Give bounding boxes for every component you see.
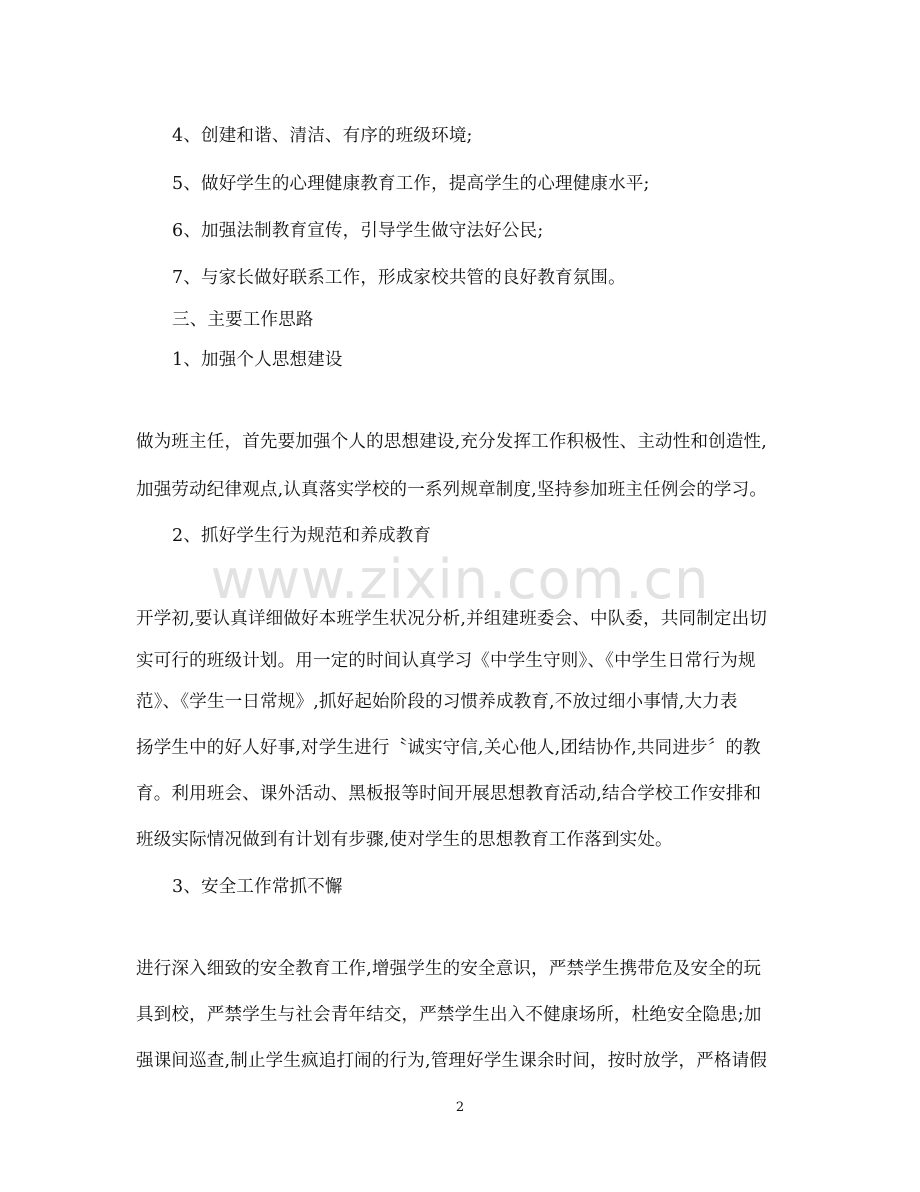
- list-item-6: 6、加强法制教育宣传，引导学生做守法好公民;: [172, 221, 544, 241]
- list-item-7: 7、与家长做好联系工作，形成家校共管的良好教育氛围。: [172, 268, 626, 288]
- subsection-2-line-4: 扬学生中的好人好事,对学生进行〝诚实守信,关心他人,团结协作,共同进步〞的教: [136, 738, 761, 758]
- watermark: www.zixin.com.cn: [210, 548, 710, 611]
- subsection-3-line-3: 强课间巡查,制止学生疯追打闹的行为,管理好学生课余时间，按时放学，严格请假: [136, 1051, 768, 1071]
- list-item-5: 5、做好学生的心理健康教育工作，提高学生的心理健康水平;: [172, 174, 650, 194]
- subsection-2-line-6: 班级实际情况做到有计划有步骤,使对学生的思想教育工作落到实处。: [136, 830, 673, 850]
- subsection-1-line-1: 做为班主任，首先要加强个人的思想建设,充分发挥工作积极性、主动性和创造性,: [136, 432, 768, 452]
- section-heading: 三、主要工作思路: [172, 310, 314, 330]
- list-item-4: 4、创建和谐、清洁、有序的班级环境;: [172, 126, 473, 146]
- subsection-1-line-2: 加强劳动纪律观点,认真落实学校的一系列规章制度,坚持参加班主任例会的学习。: [136, 480, 768, 500]
- subsection-3-line-2: 具到校，严禁学生与社会青年结交，严禁学生出入不健康场所，杜绝安全隐患;加: [136, 1005, 762, 1025]
- page-number: 2: [455, 1100, 465, 1115]
- subsection-2-line-3: 范》、《学生一日常规》,抓好起始阶段的习惯养成教育,不放过细小事情,大力表: [136, 692, 738, 712]
- subsection-2-heading: 2、抓好学生行为规范和养成教育: [172, 526, 432, 546]
- subsection-2-line-2: 实可行的班级计划。用一定的时间认真学习《中学生守则》、《中学生日常行为规: [136, 651, 756, 671]
- subsection-3-line-1: 进行深入细致的安全教育工作,增强学生的安全意识，严禁学生携带危及安全的玩: [136, 959, 762, 979]
- subsection-3-heading: 3、安全工作常抓不懈: [172, 877, 343, 897]
- subsection-2-line-1: 开学初,要认真详细做好本班学生状况分析,并组建班委会、中队委，共同制定出切: [136, 609, 768, 629]
- subsection-2-line-5: 育。利用班会、课外活动、黑板报等时间开展思想教育活动,结合学校工作安排和: [136, 784, 762, 804]
- subsection-1-heading: 1、加强个人思想建设: [172, 350, 343, 370]
